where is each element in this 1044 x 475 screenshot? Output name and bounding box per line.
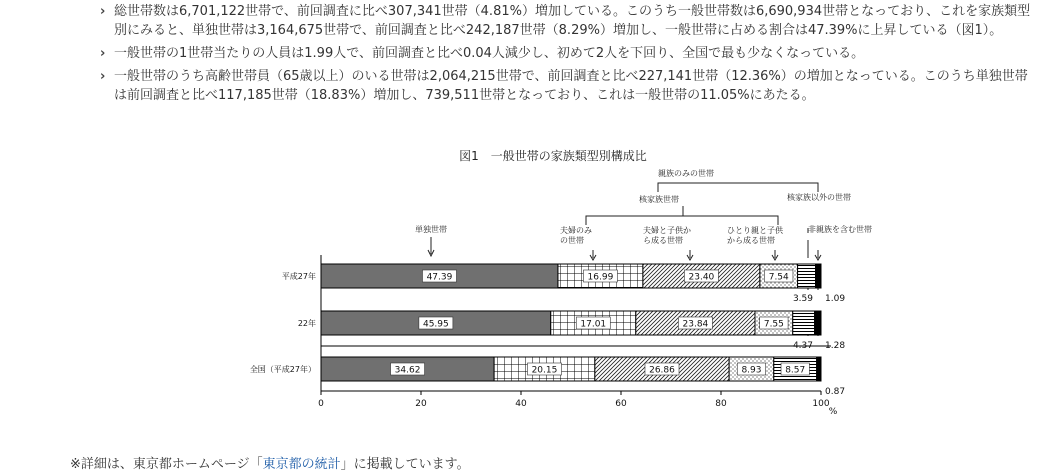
value-label: 26.86 — [649, 365, 675, 376]
value-label: 34.62 — [394, 365, 421, 376]
value-label: 16.99 — [587, 272, 614, 283]
value-label: 0.87 — [825, 387, 846, 397]
value-label: 17.01 — [580, 319, 607, 330]
category-labels — [250, 271, 316, 374]
chevron-right-icon: › — [100, 4, 106, 19]
value-label: 1.09 — [825, 294, 846, 304]
x-tick-label: 100 — [812, 399, 830, 409]
category-label: 全国（平成27年） — [249, 365, 316, 374]
x-unit-label: % — [828, 407, 838, 417]
footnote-prefix: ※詳細は、東京都ホームページ「 — [70, 457, 263, 472]
value-label: 47.39 — [426, 272, 453, 283]
group-callout-labels — [639, 168, 872, 234]
series-callout-label: ら成る世帯 — [643, 236, 683, 245]
x-tick-label: 20 — [415, 399, 427, 409]
x-tick-label: 40 — [515, 399, 527, 409]
value-label: 3.59 — [792, 294, 813, 304]
series-callout-label: 単独世帯 — [415, 225, 447, 234]
value-label: 4.37 — [792, 341, 813, 351]
bar-segment — [798, 264, 816, 288]
series-callout-label: の世帯 — [560, 236, 584, 245]
bar-segment — [816, 264, 821, 288]
label-non-relative: 非親族を含む世帯 — [808, 225, 872, 234]
category-label: 平成27年 — [281, 272, 316, 281]
tokyo-statistics-link[interactable]: 東京都の統計 — [262, 457, 341, 472]
footnote-suffix: 」に掲載しています。 — [340, 457, 470, 472]
x-tick-label: 60 — [615, 399, 627, 409]
bar-segment — [815, 311, 821, 335]
value-label: 45.95 — [422, 319, 449, 330]
value-label: 8.93 — [741, 365, 762, 376]
summary-text: 一般世帯のうち高齢世帯員（65歳以上）のいる世帯は2,064,215世帯で、前回調査と比べ227,141世帯（12.36%）の増加となっている。このうち単独世帯は前回調査と比べ117,185世帯（18.83%）増加し、739,511世帯となっており、これは一般世帯の11.05%にあたる。 — [114, 69, 1028, 103]
series-callout-label: 夫婦のみ — [560, 226, 592, 235]
value-label: 7.55 — [763, 319, 784, 330]
value-label: 8.57 — [785, 365, 806, 376]
category-label: 22年 — [297, 319, 316, 328]
chevron-right-icon: › — [100, 46, 106, 61]
label-relatives-only: 親族のみの世帯 — [658, 169, 714, 178]
x-tick-label: 0 — [318, 399, 324, 409]
bar-segment — [817, 357, 821, 381]
summary-text: 総世帯数は6,701,122世帯で、前回調査に比べ307,341世帯（4.81%）増加している。このうち一般世帯数は6,690,934世帯となっており、これを家族類型別にみると、単独世帯は3,164,675世帯で、前回調査と比べ242,187世帯（8.29%）増加し、一般世帯に占める割合は47.39%に上昇している（図1）。 — [114, 4, 1031, 38]
value-label: 23.84 — [682, 319, 709, 330]
footnote — [70, 453, 470, 472]
value-label: 7.54 — [768, 272, 789, 283]
label-nuclear: 核家族世帯 — [639, 195, 679, 204]
value-label: 20.15 — [531, 365, 558, 376]
bar-segment — [793, 311, 815, 335]
label-non-nuclear: 核家族以外の世帯 — [787, 193, 851, 202]
series-callout-label: から成る世帯 — [727, 236, 775, 245]
bars — [321, 264, 845, 397]
chart-title: 図1 一般世帯の家族類型別構成比 — [459, 149, 647, 163]
value-label: 1.28 — [825, 341, 846, 351]
summary-text: 一般世帯の1世帯当たりの人員は1.99人で、前回調査と比べ0.04人減少し、初めて2人を下回り、全国で最も少なくなっている。 — [114, 46, 865, 61]
series-callout-label: 夫婦と子供か — [643, 226, 691, 235]
value-label: 23.40 — [688, 272, 715, 283]
series-callout-label: ひとり親と子供 — [727, 226, 783, 235]
chevron-right-icon: › — [100, 69, 106, 84]
series-callouts — [415, 224, 784, 245]
x-tick-label: 80 — [715, 399, 727, 409]
